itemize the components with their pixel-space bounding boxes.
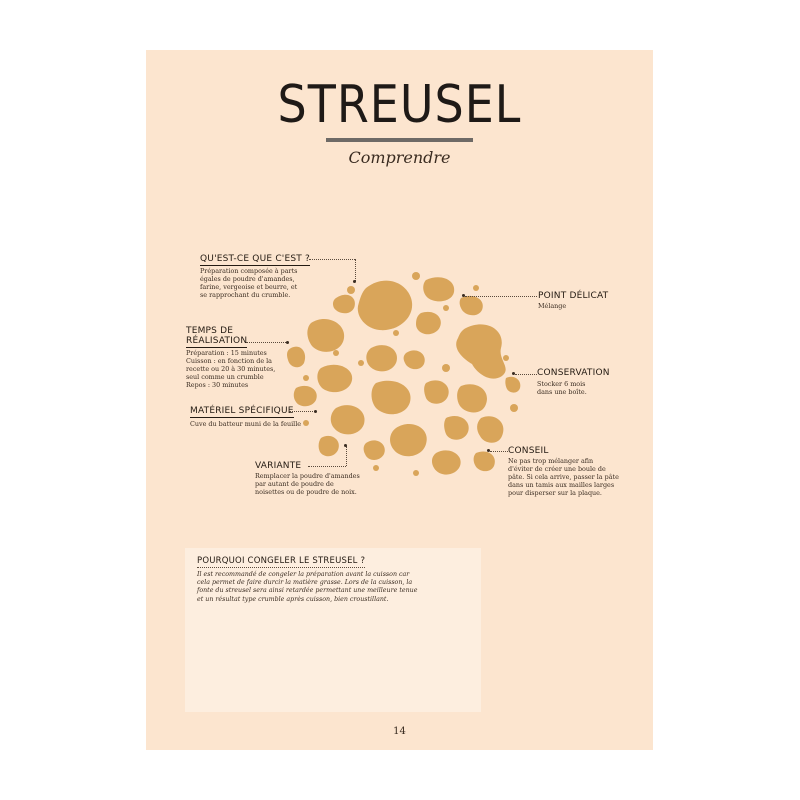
streusel-crumb xyxy=(404,350,425,369)
annotation-variante-leader-vertical xyxy=(346,446,347,466)
info-box xyxy=(185,548,481,712)
streusel-crumb xyxy=(444,416,469,440)
streusel-crumb xyxy=(317,365,352,392)
streusel-crumb xyxy=(333,350,339,356)
streusel-crumb xyxy=(474,451,495,471)
annotation-temps-dot xyxy=(286,341,289,344)
streusel-crumb xyxy=(424,380,449,403)
page-subtitle: Comprendre xyxy=(348,148,451,167)
annotation-materiel-dot xyxy=(314,410,317,413)
annotation-conservation-leader xyxy=(515,374,537,375)
streusel-crumb xyxy=(510,404,518,412)
streusel-crumb xyxy=(303,375,309,381)
info-box-title: POURQUOI CONGELER LE STREUSEL ? xyxy=(197,556,366,566)
streusel-crumb xyxy=(432,450,461,474)
annotation-materiel-text: Cuve du batteur muni de la feuille xyxy=(190,420,302,428)
streusel-crumb xyxy=(473,285,479,291)
cookbook-page xyxy=(146,50,653,750)
annotation-conseil-label: CONSEIL xyxy=(508,446,549,456)
annotation-temps-text: Préparation : 15 minutes Cuisson : en fonction de la recette ou 20 à 30 minutes, seul comme un crumble Repos : 30 minutes xyxy=(186,349,276,389)
streusel-crumb xyxy=(413,470,419,476)
streusel-crumb xyxy=(477,416,503,443)
streusel-crumb xyxy=(460,296,483,315)
streusel-crumb xyxy=(331,405,365,434)
streusel-crumb xyxy=(393,330,399,336)
streusel-crumb xyxy=(294,386,317,406)
streusel-crumb xyxy=(416,312,441,334)
annotation-quest-dot xyxy=(353,280,356,283)
info-box-rule xyxy=(197,567,365,568)
annotation-variante-dot xyxy=(344,444,347,447)
streusel-crumb xyxy=(423,277,454,301)
annotation-quest-leader-vertical xyxy=(355,259,356,281)
page-number: 14 xyxy=(393,726,406,737)
annotation-quest-text: Préparation composée à parts égales de poudre d'amandes, farine, vergeoise et beurre, et se rapprochant du crumble. xyxy=(200,267,298,299)
annotation-materiel-leader xyxy=(289,411,315,412)
streusel-crumb xyxy=(373,465,379,471)
annotation-point-text: Mélange xyxy=(538,302,567,310)
streusel-crumb xyxy=(303,420,309,426)
annotation-conservation-text: Stocker 6 mois dans une boîte. xyxy=(537,380,587,396)
streusel-crumb xyxy=(457,384,487,412)
streusel-crumb xyxy=(372,381,411,415)
streusel-crumb xyxy=(443,305,449,311)
annotation-conseil-leader xyxy=(490,451,508,452)
annotation-conservation-label: CONSERVATION xyxy=(537,368,610,378)
streusel-crumb xyxy=(319,436,339,456)
streusel-crumb xyxy=(307,319,344,352)
streusel-crumb xyxy=(287,347,305,368)
annotation-temps-leader xyxy=(246,342,286,343)
annotation-variante-leader xyxy=(308,466,346,467)
streusel-crumb xyxy=(503,355,509,361)
info-box-text: Il est recommandé de congeler la préparation avant la cuisson car cela permet de faire durcir la matière grasse. Lors de la cuisson, la fonte du streusel sera ainsi retardée permettant une meilleure tenue et un résultat type crumble après cuisson, bien croustillant. xyxy=(197,571,418,603)
annotation-quest-leader xyxy=(309,259,355,260)
annotation-variante-label: VARIANTE xyxy=(255,461,302,471)
streusel-crumb xyxy=(390,424,427,456)
streusel-crumb xyxy=(333,295,355,314)
streusel-crumb xyxy=(456,324,505,378)
annotation-quest-label: QU'EST-CE QUE C'EST ? xyxy=(200,254,311,264)
streusel-crumb xyxy=(358,360,364,366)
streusel-crumb xyxy=(364,440,385,460)
annotation-conseil-text: Ne pas trop mélanger afin d'éviter de créer une boule de pâte. Si cela arrive, passer la pâte dans un tamis aux mailles larges pour disperser sur la plaque. xyxy=(508,457,619,497)
page-title: STREUSEL xyxy=(277,73,522,135)
streusel-crumb xyxy=(412,272,420,280)
annotation-temps-label: TEMPS DE RÉALISATION xyxy=(186,326,248,346)
annotation-point-leader xyxy=(465,296,537,297)
streusel-crumb xyxy=(347,286,355,294)
streusel-crumb xyxy=(442,364,450,372)
annotation-variante-text: Remplacer la poudre d'amandes par autant de poudre de noisettes ou de poudre de noix. xyxy=(255,472,360,496)
streusel-crumb xyxy=(358,281,412,331)
annotation-point-label: POINT DÉLICAT xyxy=(538,291,609,301)
streusel-crumb xyxy=(505,377,520,393)
streusel-crumb xyxy=(366,345,397,371)
title-rule xyxy=(326,138,473,142)
annotation-materiel-label: MATÉRIEL SPÉCIFIQUE xyxy=(190,406,294,416)
